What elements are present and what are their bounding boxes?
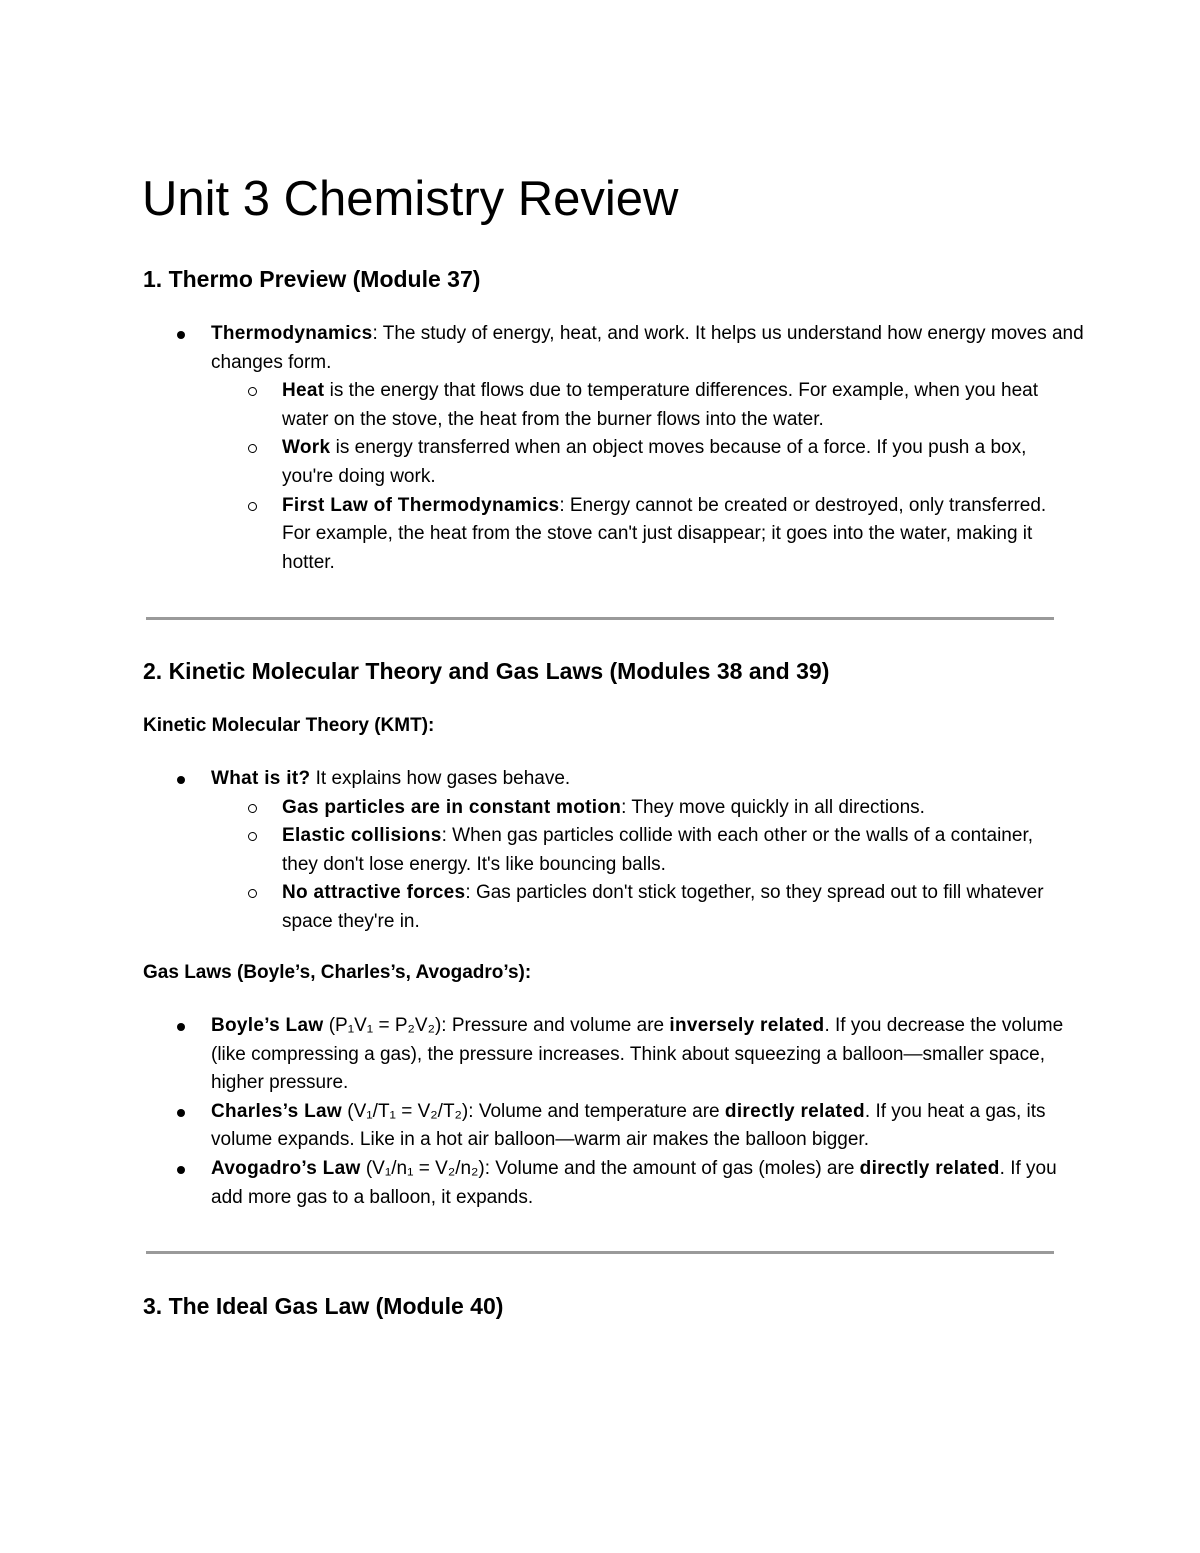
list-item-thermodynamics	[0, 320, 1200, 377]
text: . If you heat a gas, its volume expands. Like in a hot air balloon—warm air makes the balloon bigger.	[211, 1100, 1046, 1151]
horizontal-divider	[146, 617, 1054, 620]
horizontal-divider	[146, 1251, 1054, 1254]
filled-bullet-icon	[177, 1023, 185, 1031]
list-item-no-attractive-forces	[0, 879, 1200, 936]
term: Work	[282, 437, 331, 459]
term: Charles’s Law	[211, 1100, 342, 1122]
list-item-work	[0, 434, 1200, 491]
definition: : When gas particles collide with each other or the walls of a container, they don't lose energy. It's like bouncing balls.	[282, 825, 1033, 875]
definition: is energy transferred when an object moves because of a force. If you push a box, you're doing work.	[282, 437, 1027, 487]
filled-bullet-icon	[177, 331, 185, 339]
hollow-bullet-icon	[248, 444, 257, 453]
list-item-heat	[0, 377, 1200, 434]
kmt-list	[0, 765, 1200, 937]
list-item-elastic-collisions	[0, 822, 1200, 879]
text: . If you decrease the volume (like compressing a gas), the pressure increases. Think about squeezing a balloon—smaller space, higher pressure.	[211, 1015, 1064, 1094]
list-item-constant-motion	[0, 794, 1200, 823]
document-title: Unit 3 Chemistry Review	[142, 172, 679, 226]
filled-bullet-icon	[177, 776, 185, 784]
hollow-bullet-icon	[248, 502, 257, 511]
hollow-bullet-icon	[248, 832, 257, 841]
section-3-heading: 3. The Ideal Gas Law (Module 40)	[143, 1293, 504, 1319]
hollow-bullet-icon	[248, 387, 257, 396]
list-item-first-law	[0, 492, 1200, 578]
term: Heat	[282, 380, 325, 402]
kmt-subheading: Kinetic Molecular Theory (KMT):	[143, 715, 435, 736]
definition: : They move quickly in all directions.	[621, 796, 925, 818]
list-item-avogadros-law	[0, 1155, 1200, 1212]
term: Boyle’s Law	[211, 1015, 324, 1036]
emphasis: inversely related	[669, 1015, 825, 1036]
term: No attractive forces	[282, 882, 466, 904]
term: First Law of Thermodynamics	[282, 494, 560, 516]
text: (V₁/T₁ = V₂/T₂): Volume and temperature are	[341, 1100, 725, 1122]
list-item-boyles-law	[0, 1012, 1200, 1098]
filled-bullet-icon	[177, 1109, 185, 1117]
term: Thermodynamics	[211, 323, 373, 344]
section-1-list	[0, 320, 1200, 577]
list-item-what-is-it	[0, 765, 1200, 794]
definition: is the energy that flows due to temperature differences. For example, when you heat water on the stove, the heat from the burner flows into the water.	[282, 380, 1038, 430]
definition: : The study of energy, heat, and work. It helps us understand how energy moves and changes form.	[211, 323, 1084, 373]
list-item-charles-law	[0, 1098, 1200, 1155]
filled-bullet-icon	[177, 1166, 185, 1174]
gas-laws-subheading: Gas Laws (Boyle’s, Charles’s, Avogadro’s):	[143, 962, 532, 983]
definition: : Gas particles don't stick together, so they spread out to fill whatever space they're in.	[282, 882, 1044, 932]
gas-laws-list	[0, 1012, 1200, 1212]
text: (P₁V₁ = P₂V₂): Pressure and volume are	[323, 1015, 670, 1036]
definition: It explains how gases behave.	[310, 768, 571, 789]
hollow-bullet-icon	[248, 889, 257, 898]
term: Avogadro’s Law	[211, 1157, 361, 1179]
emphasis: directly related	[859, 1157, 1000, 1179]
definition: : Energy cannot be created or destroyed, only transferred. For example, the heat from the stove can't just disappear; it goes into the water, making it hotter.	[282, 494, 1047, 573]
term: What is it?	[211, 768, 311, 789]
term: Gas particles are in constant motion	[282, 796, 622, 818]
emphasis: directly related	[724, 1100, 865, 1122]
section-1-heading: 1. Thermo Preview (Module 37)	[143, 266, 481, 292]
text: (V₁/n₁ = V₂/n₂): Volume and the amount of gas (moles) are	[360, 1157, 860, 1179]
text: . If you add more gas to a balloon, it expands.	[211, 1157, 1057, 1208]
term: Elastic collisions	[282, 825, 442, 847]
section-2-heading: 2. Kinetic Molecular Theory and Gas Laws (Modules 38 and 39)	[143, 658, 830, 684]
hollow-bullet-icon	[248, 804, 257, 813]
